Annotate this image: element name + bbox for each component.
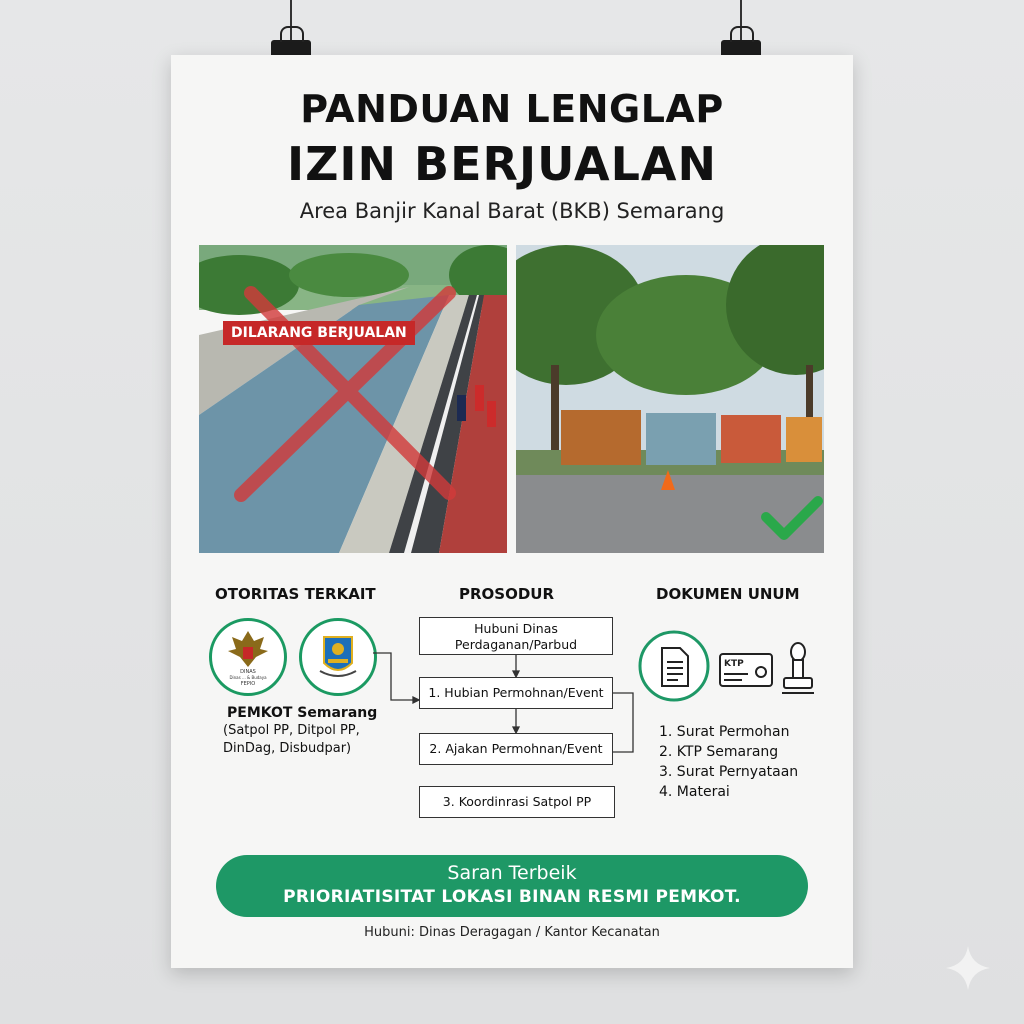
procedure-step-3: 3. Koordinrasi Satpol PP	[419, 786, 615, 818]
letter-document-icon	[640, 632, 708, 700]
poster	[171, 55, 853, 968]
seal1-caption-3: FEPIO	[240, 681, 256, 687]
authority-name: PEMKOT Semarang	[227, 705, 378, 721]
poster-title-line1: PANDUAN LENGLAP	[300, 87, 724, 131]
authority-units: (Satpol PP, Ditpol PP, DinDag, Disbudpar)	[223, 723, 360, 756]
procedure-step-contact	[419, 617, 613, 655]
id-card-icon	[720, 654, 772, 686]
ktp-icon-text: KTP	[724, 659, 744, 669]
document-icons	[638, 630, 818, 710]
step-contact-line1: Hubuni Dinas	[474, 621, 558, 636]
procedure-step-2: 2. Ajakan Permohnan/Event	[419, 733, 613, 765]
procedure-step-1: 1. Hubian Permohnan/Event	[419, 677, 613, 709]
document-item: 1. Surat Permohan	[659, 724, 790, 740]
document-item: 3. Surat Pernyataan	[659, 764, 799, 780]
recommendation-banner	[216, 855, 808, 917]
document-item: 4. Materai	[659, 784, 730, 800]
procedure-heading: PROSODUR	[459, 585, 555, 603]
poster-title-line2: IZIN BERJUALAN	[286, 137, 718, 191]
stamp-icon	[782, 643, 814, 693]
documents-heading: DOKUMEN UNUM	[656, 585, 800, 603]
documents-list	[659, 722, 798, 802]
seal1-caption-2: Dinas ... & Budaya	[229, 675, 267, 680]
poster-subtitle: Area Banjir Kanal Barat (BKB) Semarang	[299, 199, 725, 223]
step-contact-line2: Perdaganan/Parbud	[454, 637, 578, 652]
document-item: 2. KTP Semarang	[659, 744, 779, 760]
sparkle-watermark-icon	[944, 944, 992, 992]
authority-heading: OTORITAS TERKAIT	[215, 585, 376, 603]
seal1-caption-1: DINAS	[240, 669, 256, 675]
contact-line: Hubuni: Dinas Deragagan / Kantor Kecanatan	[364, 925, 660, 940]
prohibited-label: DILARANG BERJUALAN	[223, 321, 415, 345]
banner-heading: Saran Terbeik	[447, 862, 577, 884]
banner-message: PRIORIATISITAT LOKASI BINAN RESMI PEMKOT.	[283, 887, 741, 907]
procedure-flow-connectors	[171, 55, 853, 968]
